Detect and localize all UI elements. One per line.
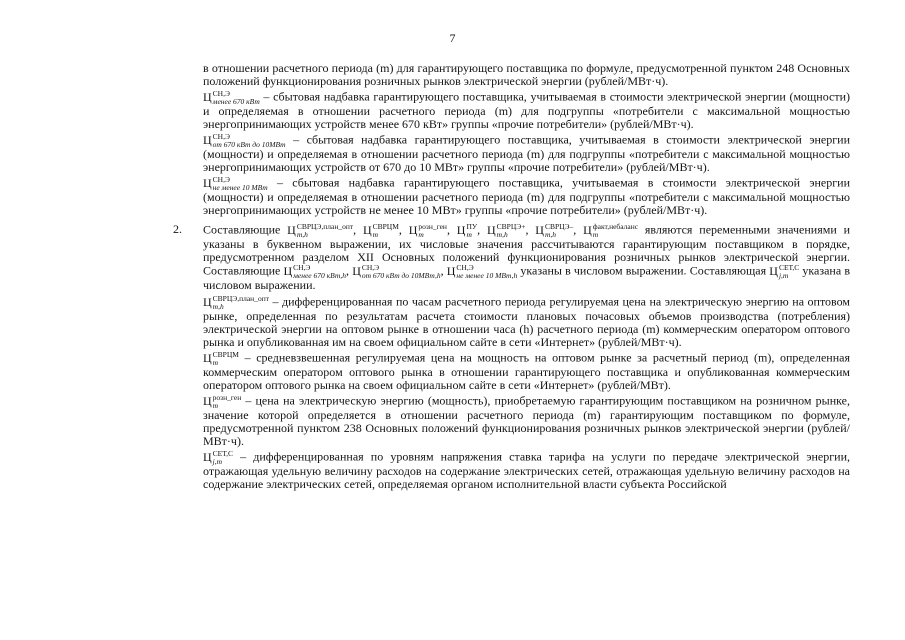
symbol-superscript: СН,Э xyxy=(212,89,230,98)
symbol-indices xyxy=(497,223,526,238)
symbol-superscript: СН,Э xyxy=(361,263,380,272)
definition-paragraph xyxy=(203,351,850,392)
symbol-superscript: СН,Э xyxy=(456,263,474,272)
definition-paragraph xyxy=(203,394,850,448)
symbol-indices xyxy=(213,450,233,465)
symbol-superscript: СН,Э xyxy=(293,263,311,272)
item-text: указаны в числовом выражении. Составляющая xyxy=(517,263,770,278)
price-symbol xyxy=(583,223,638,237)
symbol-subscript: j,m xyxy=(778,270,789,280)
definition-paragraph xyxy=(203,450,850,491)
symbol-subscript: m,h xyxy=(212,301,224,311)
definition-text: – сбытовая надбавка гарантирующего поставщика, учитываемая в стоимости электрической энергии (мощности) и определяемая в отношении расчетного периода (m) для подгруппы «потребители с максимальной мощностью энергопринимающих устройств не менее 10 МВт» группы «прочие потребители» (рублей/МВт·ч). xyxy=(203,175,850,217)
symbol-superscript: СВРЦМ xyxy=(372,222,399,231)
list-item-2 xyxy=(173,222,851,292)
price-symbol xyxy=(409,223,447,237)
item-text: являются переменными значениями и указаны в буквенном выражении, их числовые значения рассчитываются гарантирующим поставщиком в порядке, предусмотренном разделом XII Основных положений функционирования розничных рынков электрической энергии. Составляющие xyxy=(203,222,851,278)
definition-text: – дифференцированная по уровням напряжения ставка тарифа на услуги по передаче электрической энергии, отражающая удельную величину расходов на содержание электрических сетей, отражающая удельную величину расходов на содержание электрических сетей, определяемая органом исполнительной власти субъекта Российской xyxy=(203,449,850,491)
symbol-subscript: m,h xyxy=(544,229,556,239)
definition-text: – сбытовая надбавка гарантирующего поставщика, учитываемая в стоимости электрической энергии (мощности) и определяемая в отношении расчетного периода (m) для подгруппы «потребители с максимальной мощностью энергопринимающих устройств менее 670 кВт» группы «прочие потребители» (рублей/МВт·ч). xyxy=(203,89,850,131)
price-symbol xyxy=(203,133,286,147)
list-item-2-paragraph: Составляющие Ц СВРЦЭ,план_опт m,h , Ц СВРЦМ m , Ц розн_ген m , Ц ПУ m , Ц СВРЦЭ+ m,h , Ц СВРЦЭ– m,h , Ц факт,небаланс m являются переменными значениями и указаны в буквенном выражении, их числовые значения рассчитываются гарантирующим поставщиком в порядке, предусмотренном разделом XII Основных положений функционирования розничных рынков электрической энергии. Составляющие Ц СН,Э менее 670 кВт,h , Ц СН,Э от 670 кВт до 10МВт,h , Ц СН,Э не менее 10 МВт,h указаны в числовом выражении. Составляющая Ц СЕТ,С j,m указана в числовом выражении. xyxy=(203,222,851,292)
price-symbol xyxy=(203,176,268,190)
page-number: 7 xyxy=(449,31,456,45)
symbol-indices xyxy=(418,223,447,238)
symbol-indices xyxy=(213,295,269,310)
symbol-superscript: розн_ген xyxy=(418,222,447,231)
symbol-letter: Ц xyxy=(203,350,212,365)
symbol-indices xyxy=(779,264,799,279)
intro-paragraph: в отношении расчетного периода (m) для гарантирующего поставщика по формуле, предусмотренной пунктом 248 Основных положений функционирования розничных рынков электрической энергии (рублей/МВт·ч). xyxy=(203,61,850,88)
symbol-subscript: менее 670 кВт,h xyxy=(293,270,347,280)
symbol-letter: Ц xyxy=(487,222,496,237)
symbol-letter: Ц xyxy=(203,449,212,464)
symbol-superscript: СВРЦЭ– xyxy=(544,222,574,231)
symbol-subscript: j,m xyxy=(212,456,223,466)
definition-paragraph xyxy=(203,295,850,349)
symbol-subscript: не менее 10 МВт xyxy=(212,182,268,192)
symbol-superscript: СЕТ,С xyxy=(212,449,233,458)
symbol-letter: Ц xyxy=(352,263,361,278)
symbol-subscript: m,h xyxy=(296,229,308,239)
price-symbol xyxy=(203,450,233,464)
symbol-subscript: m xyxy=(212,357,219,367)
price-symbol xyxy=(457,223,477,237)
symbol-superscript: СЕТ,С xyxy=(778,263,800,272)
document-body xyxy=(173,61,851,491)
price-symbol xyxy=(283,264,346,278)
symbol-letter: Ц xyxy=(362,222,372,237)
definition-paragraph xyxy=(203,133,850,174)
price-symbol xyxy=(203,90,260,104)
definition-text: – дифференцированная по часам расчетного периода регулируемая цена на электрическую энергию на оптовом рынке, определенная по результатам расчета стоимости плановых почасовых объемов производства (потребления) электрической энергии на оптовом рынке в отношении часа (h) расчетного периода (m) коммерческим оператором оптового рынка и опубликованная им на своем официальном сайте в сети «Интернет» (рублей/МВт·ч). xyxy=(203,294,850,349)
symbol-indices xyxy=(213,394,242,409)
price-symbol xyxy=(287,223,353,237)
definitions-group-a xyxy=(203,90,850,217)
item-text: указана в числовом выражении. xyxy=(203,263,850,292)
symbol-letter: Ц xyxy=(456,222,466,237)
symbol-superscript: СВРЦЭ,план_опт xyxy=(296,222,354,231)
symbol-indices xyxy=(456,264,517,279)
list-item-number: 2. xyxy=(173,222,182,236)
price-symbol xyxy=(769,264,799,278)
symbol-indices xyxy=(593,223,638,238)
symbol-letter: Ц xyxy=(446,263,456,278)
symbol-letter: Ц xyxy=(535,222,544,237)
definition-paragraph xyxy=(203,90,850,131)
symbol-subscript: m xyxy=(466,229,472,239)
symbol-letter: Ц xyxy=(203,132,212,147)
symbol-indices xyxy=(373,223,399,238)
symbol-letter: Ц xyxy=(203,89,212,104)
symbol-superscript: СН,Э xyxy=(212,175,230,184)
symbol-superscript: ПУ xyxy=(466,222,478,231)
symbol-subscript: не менее 10 МВт,h xyxy=(456,270,518,280)
symbol-subscript: m xyxy=(592,229,599,239)
item-lead-text: Составляющие xyxy=(203,222,288,237)
symbol-indices xyxy=(297,223,353,238)
symbol-indices xyxy=(545,223,573,238)
symbol-subscript: m xyxy=(418,229,424,239)
symbol-letter: Ц xyxy=(203,175,212,190)
symbol-letter: Ц xyxy=(203,393,212,408)
symbol-superscript: СВРЦМ xyxy=(212,350,239,359)
symbol-subscript: m xyxy=(372,229,379,239)
symbol-subscript: m,h xyxy=(496,229,508,239)
price-symbol xyxy=(203,351,239,365)
price-symbol xyxy=(203,295,269,309)
symbol-indices xyxy=(213,90,260,105)
price-symbol xyxy=(535,223,573,237)
definitions-group-b xyxy=(203,295,850,491)
definition-text: – сбытовая надбавка гарантирующего поставщика, учитываемая в стоимости электрической энергии (мощности) и определяемая в отношении расчетного периода (m) для подгруппы «потребители с максимальной мощностью энергопринимающих устройств от 670 до 10 МВт» группы «прочие потребители» (рублей/МВт·ч). xyxy=(203,132,850,174)
symbol-subscript: от 670 кВт до 10МВт xyxy=(212,139,286,149)
price-symbol xyxy=(352,264,440,278)
symbol-indices xyxy=(362,264,441,279)
symbol-indices xyxy=(213,133,286,148)
price-symbol xyxy=(203,394,241,408)
symbol-indices xyxy=(213,176,268,191)
symbol-indices xyxy=(466,223,477,238)
symbol-superscript: СВРЦЭ,план_опт xyxy=(212,294,269,303)
symbol-letter: Ц xyxy=(203,294,212,309)
symbol-superscript: розн_ген xyxy=(212,393,242,402)
price-symbol xyxy=(363,223,399,237)
symbol-superscript: СВРЦЭ+ xyxy=(496,222,526,231)
symbol-letter: Ц xyxy=(283,263,293,278)
price-symbol xyxy=(487,223,525,237)
definition-text: – средневзвешенная регулируемая цена на мощность на оптовом рынке за расчетный период (m), определенная коммерческим оператором оптового рынка в отношении гарантирующего поставщика и опубликованная коммерческим оператором оптового рынка на своем официальном сайте в сети «Интернет» (рублей/МВт). xyxy=(203,350,850,392)
symbol-letter: Ц xyxy=(408,222,418,237)
symbol-indices xyxy=(293,264,346,279)
symbol-letter: Ц xyxy=(287,222,296,237)
symbol-subscript: менее 670 кВт xyxy=(212,96,260,106)
definition-text: – цена на электрическую энергию (мощность), приобретаемую гарантирующим поставщиком на розничном рынке, значение которой определяется в отношении расчетного периода (m) гарантирующим поставщиком по формуле, предусмотренной пунктом 238 Основных положений функционирования розничных рынков электрической энергии (рублей/МВт·ч). xyxy=(203,393,850,448)
definition-paragraph xyxy=(203,176,850,217)
symbol-subscript: от 670 кВт до 10МВт,h xyxy=(361,270,441,280)
symbol-subscript: m xyxy=(212,400,219,410)
price-symbol xyxy=(447,264,518,278)
symbol-superscript: факт,небаланс xyxy=(592,222,639,231)
symbol-letter: Ц xyxy=(769,263,778,278)
symbol-indices xyxy=(213,351,239,366)
symbol-letter: Ц xyxy=(583,222,592,237)
symbol-superscript: СН,Э xyxy=(212,132,230,141)
